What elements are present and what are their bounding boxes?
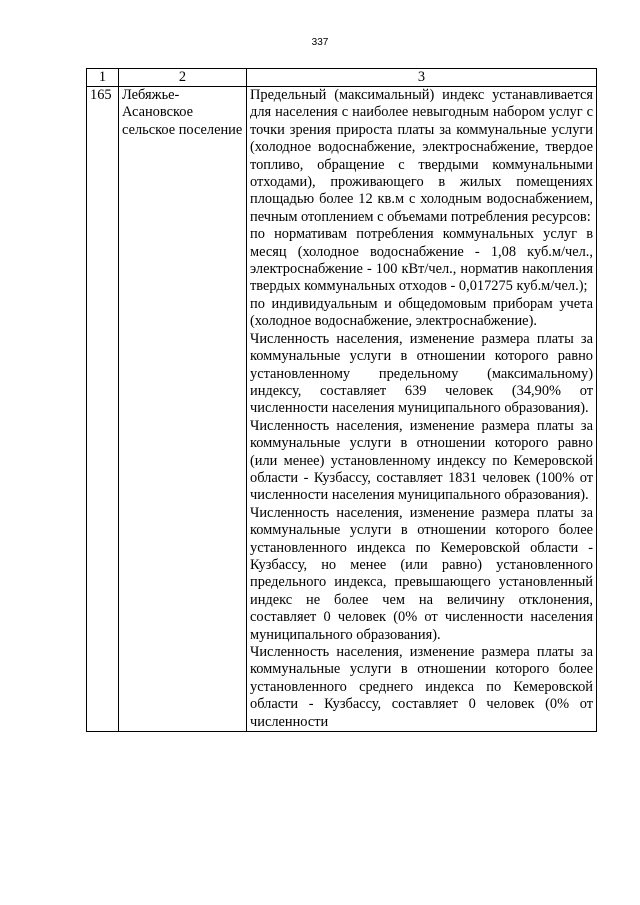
table-row: [87, 87, 597, 732]
municipality-name: Лебяжье-Асановское сельское поселение: [119, 87, 247, 732]
description-paragraph-1: Предельный (максимальный) индекс устанавливается для населения с наиболее невыгодным набором услуг с точки зрения прироста платы за коммунальные услуги (холодное водоснабжение, электроснабжение, твердое топливо, обращение с твердыми коммунальными отходами), проживающего в жилых помещениях площадью более 12 кв.м с холодным водоснабжением, печным отоплением с объемами потребления ресурсов:: [250, 87, 593, 225]
tariff-index-table: [86, 68, 597, 732]
column-header-3: 3: [247, 69, 597, 87]
page-number: 337: [311, 37, 329, 48]
description-paragraph-6: Численность населения, изменение размера платы за коммунальные услуги в отношении которого более установленного индекса по Кемеровской области - Кузбассу, но менее (или равно) установленного предельного индекса, превышающего установленный индекс не более чем на величину отклонения, составляет 0 человек (0% от численности населения муниципального образования).: [250, 504, 593, 643]
column-header-1: 1: [87, 69, 119, 87]
description-cell: [247, 87, 597, 732]
column-header-2: 2: [119, 69, 247, 87]
description-paragraph-4: Численность населения, изменение размера платы за коммунальные услуги в отношении которого равно установленному предельному (максимальному) индексу, составляет 639 человек (34,90% от численности населения муниципального образования).: [250, 330, 593, 417]
description-paragraph-5: Численность населения, изменение размера платы за коммунальные услуги в отношении которого равно (или менее) установленному индексу по Кемеровской области - Кузбассу, составляет 1831 человек (100% от численности населения муниципального образования).: [250, 417, 593, 504]
description-paragraph-7: Численность населения, изменение размера платы за коммунальные услуги в отношении которого более установленного среднего индекса по Кемеровской области - Кузбассу, составляет 0 человек (0% от численности: [250, 644, 593, 730]
description-paragraph-2: по нормативам потребления коммунальных услуг в месяц (холодное водоснабжение - 1,08 куб.м/чел., электроснабжение - 100 кВт/чел., норматив накопления твердых коммунальных отходов - 0,017275 куб.м/чел.);: [250, 226, 593, 295]
row-number: 165: [87, 87, 119, 732]
table-header-row: [87, 69, 597, 87]
description-paragraph-3: по индивидуальным и общедомовым приборам учета (холодное водоснабжение, электроснабжение).: [250, 295, 593, 330]
